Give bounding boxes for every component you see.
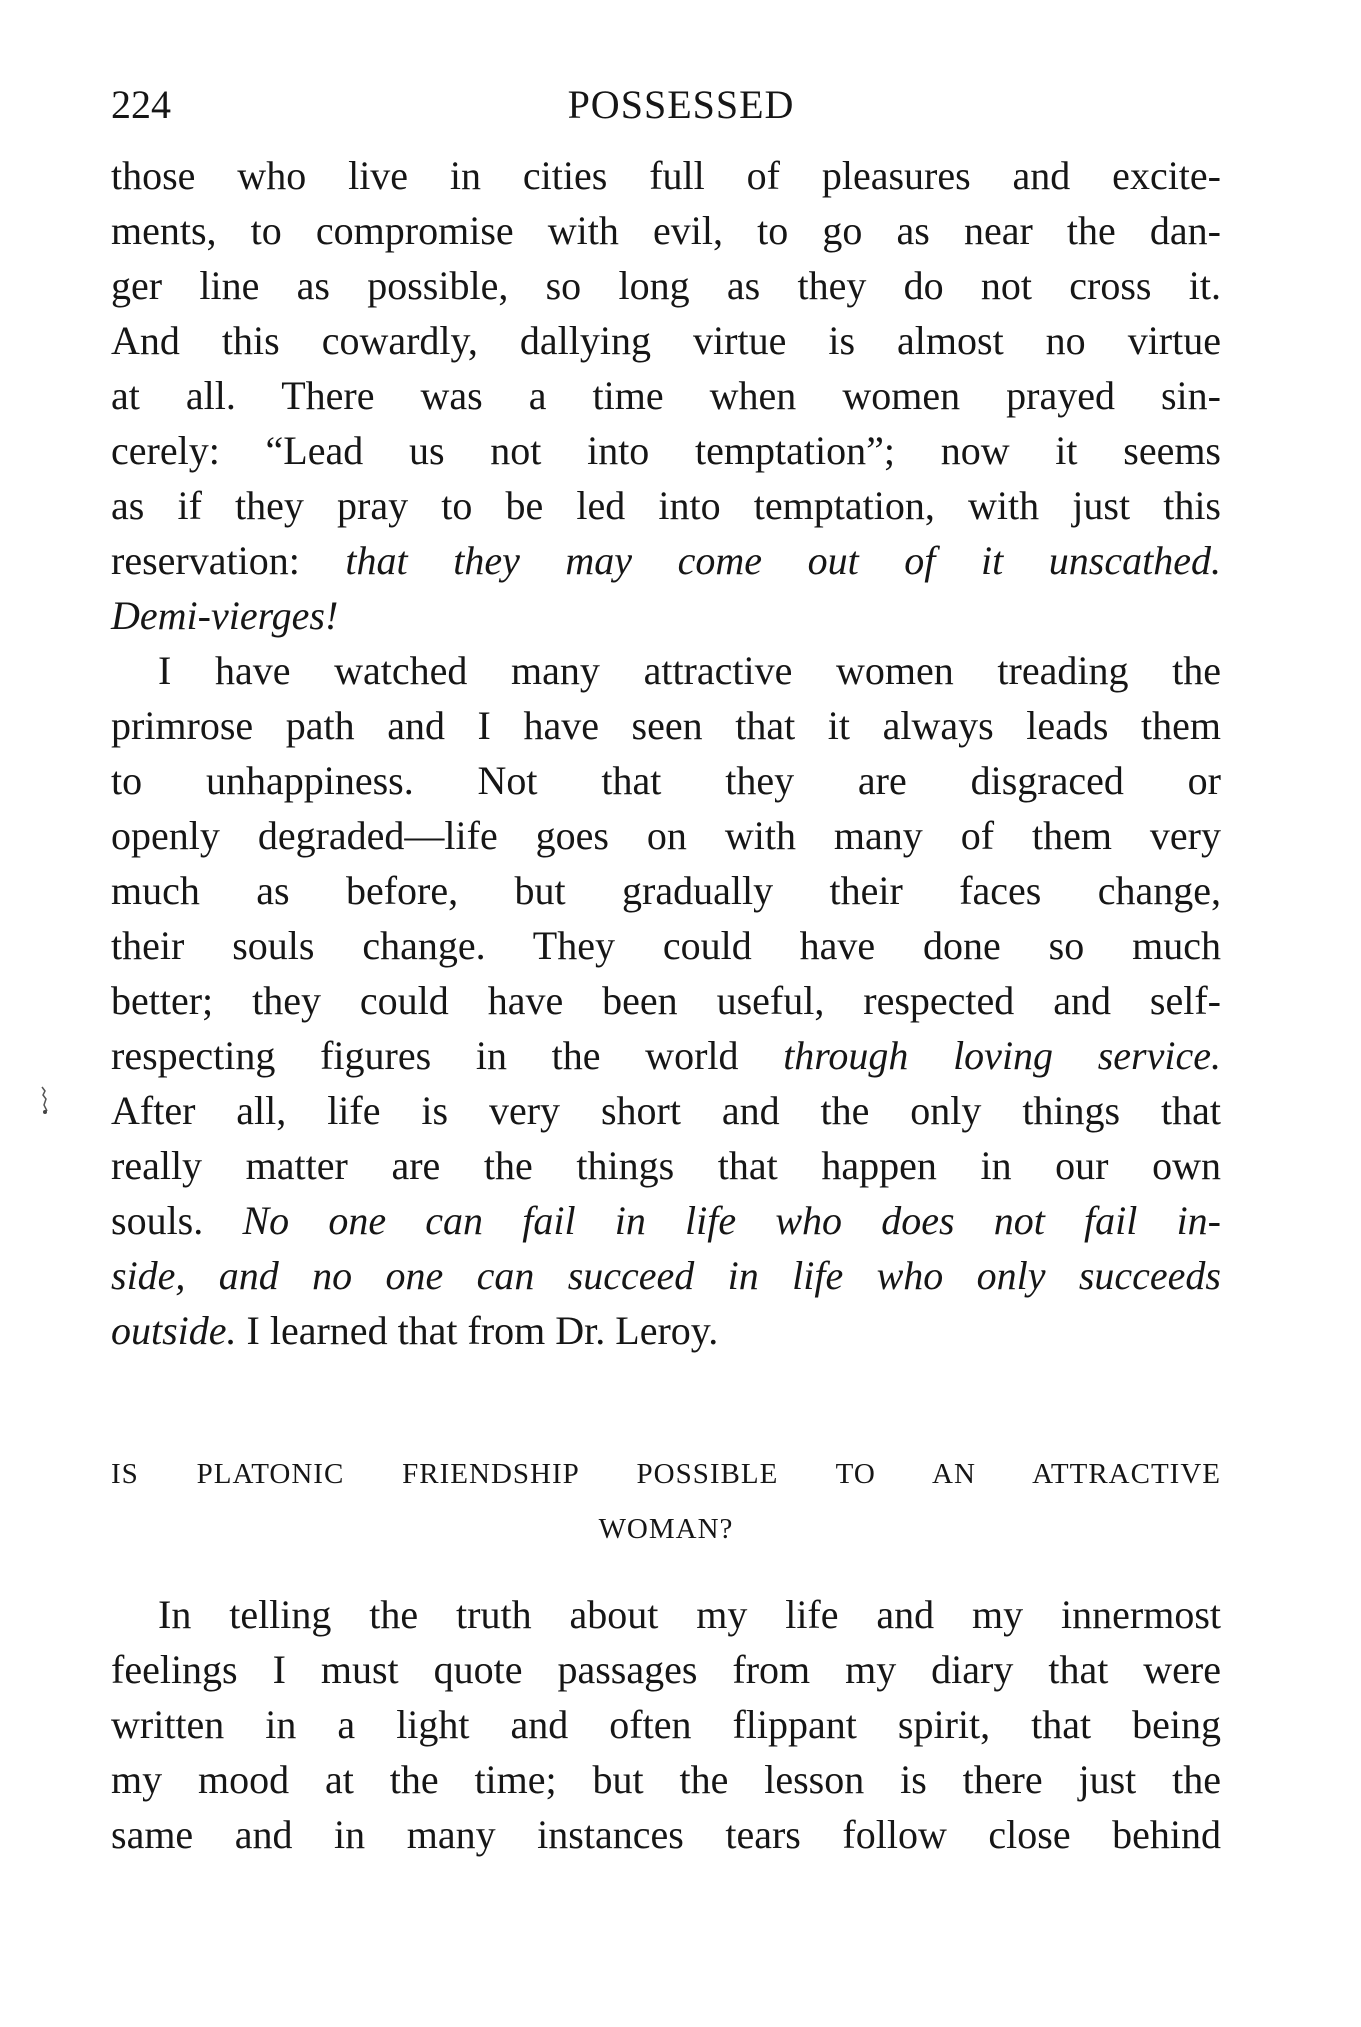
text-run: cerely: “Lead us not into temptation”; now it seems xyxy=(111,428,1221,473)
italic-text: Demi-vierges! xyxy=(111,593,339,638)
text-line xyxy=(111,1752,1221,1807)
text-line xyxy=(111,973,1221,1028)
text-line xyxy=(111,753,1221,808)
text-run: to unhappiness. Not that they are disgraced or xyxy=(111,758,1221,803)
italic-text: outside. xyxy=(111,1308,237,1353)
text-run: ger line as possible, so long as they do not cross it. xyxy=(111,263,1221,308)
margin-smudge xyxy=(39,1085,51,1115)
text-run: After all, life is very short and the only things that xyxy=(111,1088,1221,1133)
italic-text: through loving service. xyxy=(783,1033,1221,1078)
text-line xyxy=(111,643,1221,698)
text-line xyxy=(111,588,1221,643)
page-number: 224 xyxy=(111,82,171,127)
text-line xyxy=(111,1248,1221,1303)
paragraph-telling-truth xyxy=(111,1587,1221,1862)
section-heading-line-2: WOMAN? xyxy=(598,1513,734,1545)
text-run: as if they pray to be led into temptation, with just this xyxy=(111,483,1221,528)
text-line xyxy=(111,203,1221,258)
text-run: their souls change. They could have done so much xyxy=(111,923,1221,968)
text-run: written in a light and often flippant spirit, that being xyxy=(111,1702,1221,1747)
text-run: my mood at the time; but the lesson is there just the xyxy=(111,1757,1221,1802)
text-line xyxy=(111,808,1221,863)
text-run: at all. There was a time when women prayed sin- xyxy=(111,373,1221,418)
section-heading xyxy=(111,1447,1221,1557)
italic-text: No one can fail in life who does not fail in- xyxy=(242,1198,1222,1243)
text-run: same and in many instances tears follow close behind xyxy=(111,1812,1221,1857)
text-line xyxy=(111,368,1221,423)
text-line xyxy=(111,1303,1221,1358)
page-header xyxy=(111,75,1221,135)
text-line xyxy=(111,533,1221,588)
text-run: reservation: xyxy=(111,538,346,583)
text-run: really matter are the things that happen in our own xyxy=(111,1143,1221,1188)
text-line xyxy=(111,478,1221,533)
text-line xyxy=(111,1697,1221,1752)
text-line xyxy=(111,1028,1221,1083)
text-line xyxy=(111,1193,1221,1248)
text-run: those who live in cities full of pleasures and excite- xyxy=(111,153,1221,198)
text-run: respecting figures in the world xyxy=(111,1033,784,1078)
text-line xyxy=(111,313,1221,368)
paragraph-continuation xyxy=(111,148,1221,643)
text-line xyxy=(111,1587,1221,1642)
text-line xyxy=(111,258,1221,313)
italic-text: side, and no one can succeed in life who only succeeds xyxy=(111,1253,1221,1298)
paragraph-primrose-path xyxy=(111,643,1221,1358)
running-title: POSSESSED xyxy=(567,82,795,127)
text-run: ments, to compromise with evil, to go as near the dan- xyxy=(111,208,1221,253)
body-text-bottom xyxy=(111,1587,1221,1862)
text-line xyxy=(111,1807,1221,1862)
italic-text: that they may come out of it unscathed. xyxy=(345,538,1221,583)
text-line xyxy=(111,1138,1221,1193)
text-run: openly degraded—life goes on with many of them very xyxy=(111,813,1221,858)
body-text-top xyxy=(111,148,1221,1358)
text-line xyxy=(111,1083,1221,1138)
text-run: I have watched many attractive women treading the xyxy=(158,648,1221,693)
text-line xyxy=(111,148,1221,203)
section-heading-line-1: IS PLATONIC FRIENDSHIP POSSIBLE TO AN ATTRACTIVE xyxy=(111,1458,1221,1490)
text-line xyxy=(111,1642,1221,1697)
text-run: much as before, but gradually their faces change, xyxy=(111,868,1221,913)
text-run: And this cowardly, dallying virtue is almost no virtue xyxy=(111,318,1221,363)
text-line xyxy=(111,698,1221,753)
text-line xyxy=(111,918,1221,973)
text-run: better; they could have been useful, respected and self- xyxy=(111,978,1221,1023)
text-run: feelings I must quote passages from my diary that were xyxy=(111,1647,1221,1692)
text-run: I learned that from Dr. Leroy. xyxy=(236,1308,719,1353)
text-run: souls. xyxy=(111,1198,243,1243)
text-line xyxy=(111,863,1221,918)
text-line xyxy=(111,423,1221,478)
text-run: In telling the truth about my life and my innermost xyxy=(158,1592,1221,1637)
text-run: primrose path and I have seen that it always leads them xyxy=(111,703,1221,748)
